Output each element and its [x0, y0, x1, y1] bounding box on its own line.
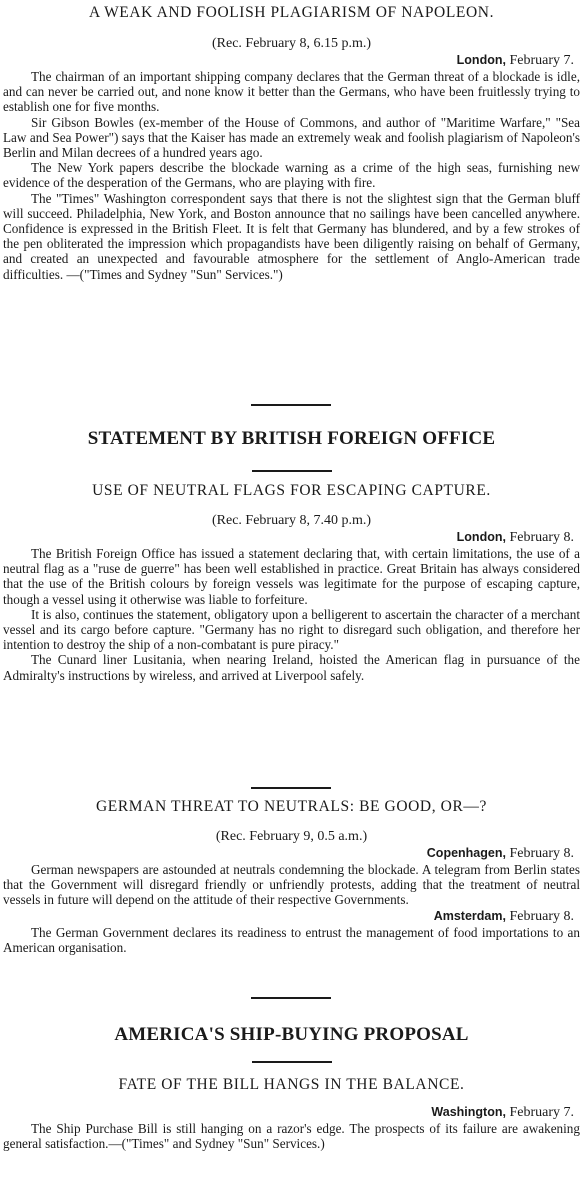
dateline-place: Washington, — [431, 1105, 506, 1119]
dateline-date: February 8. — [505, 908, 574, 924]
dateline-place: London, — [456, 53, 506, 67]
dateline-place: Amsterdam, — [433, 908, 506, 923]
paragraph: The British Foreign Office has issued a statement declaring that, with certain limitations, the use of a neutral flag as a "ruse de guerre" has been well established in practice. Great Britain has always considered that the use of the British colours by foreign vessels was legitimate for the purpose of escaping capture, though a vessel using it otherwise was liable to forfeiture. — [3, 546, 580, 607]
headline-napoleon: A WEAK AND FOOLISH PLAGIARISM OF NAPOLEON. — [88, 4, 495, 21]
dateline — [3, 908, 580, 925]
dateline — [3, 529, 580, 546]
paragraph: German newspapers are astounded at neutrals condemning the blockade. A telegram from Berlin states that the Government will disregard friendly or unfriendly protests, adding that the treatment of neutral vessels in future will depend on the attitude of their respective Governments. — [3, 862, 580, 908]
section-divider — [252, 470, 332, 472]
subheadline-neutral-flags: USE OF NEUTRAL FLAGS FOR ESCAPING CAPTURE. — [92, 482, 491, 499]
dateline-place: Copenhagen, — [426, 846, 506, 860]
article-napoleon — [3, 3, 580, 282]
dateline — [3, 845, 580, 862]
section-divider — [251, 997, 331, 999]
article-foreign-office — [3, 427, 580, 683]
paragraph: The Cunard liner Lusitania, when nearing Ireland, hoisted the American flag in pursuance of the Admiralty's instructions by wireless, and arrived at Liverpool safely. — [3, 652, 580, 683]
paragraph: Sir Gibson Bowles (ex-member of the House of Commons, and author of "Maritime Warfare," "Sea Law and Sea Power") says that the Kaiser has made an extremely weak and foolish plagiarism of Napoleon's Berlin and Milan decrees of a hundred years ago. — [3, 114, 580, 161]
received-time: (Rec. February 8, 6.15 p.m.) — [211, 36, 372, 51]
received-time: (Rec. February 8, 7.40 p.m.) — [211, 513, 372, 528]
dateline-date: February 7. — [505, 53, 574, 68]
section-divider — [252, 1061, 332, 1063]
headline-foreign-office: STATEMENT BY BRITISH FOREIGN OFFICE — [87, 428, 496, 449]
section-divider — [251, 787, 331, 789]
dateline — [3, 1104, 580, 1121]
section-divider — [251, 404, 331, 406]
headline-ship-buying: AMERICA'S SHIP-BUYING PROPOSAL — [114, 1024, 469, 1045]
paragraph: It is also, continues the statement, obligatory upon a belligerent to ascertain the character of a merchant vessel and its cargo before capture. "Germany has no right to disregard such obligation, and therefore her intention to destroy the ship of a non-combatant is pure piracy." — [3, 606, 580, 653]
paragraph: The chairman of an important shipping company declares that the German threat of a blockade is idle, and can never be carried out, and none know it better than the Germans, who have been fruitlessly trying to establish one for five months. — [3, 69, 580, 115]
dateline-date: February 7. — [505, 1105, 574, 1120]
dateline-date: February 8. — [505, 530, 574, 545]
dateline — [3, 52, 580, 69]
dateline-date: February 8. — [505, 846, 574, 861]
headline-neutrals: GERMAN THREAT TO NEUTRALS: BE GOOD, OR—? — [96, 798, 487, 815]
received-time: (Rec. February 9, 0.5 a.m.) — [215, 829, 368, 844]
paragraph: The Ship Purchase Bill is still hanging on a razor's edge. The prospects of its failure are awakening general satisfaction.—("Times" and Sydney "Sun" Services.) — [3, 1121, 580, 1152]
subheadline-bill: FATE OF THE BILL HANGS IN THE BALANCE. — [118, 1076, 465, 1093]
article-neutrals — [3, 797, 580, 955]
paragraph: The German Government declares its readiness to entrust the management of food importations to an American organisation. — [3, 924, 580, 955]
paragraph: The New York papers describe the blockade warning as a crime of the high seas, furnishing new evidence of the desperation of the Germans, who are playing with fire. — [3, 160, 580, 191]
dateline-place: London, — [456, 530, 506, 544]
paragraph: The "Times" Washington correspondent says that there is not the slightest sign that the German bluff will succeed. Philadelphia, New York, and Boston announce that no sailings have been cancelled anywhere. Confidence is expressed in the British Fleet. It is felt that Germany has blundered, and by a few strokes of the pen obliterated the impression which propagandists have been diligently raising on behalf of Germany, and created an unexpected and favourable atmosphere for the settlement of Anglo-American trade difficulties. —("Times and Sydney "Sun" Services.") — [3, 190, 580, 282]
article-ship-buying — [3, 1023, 580, 1151]
